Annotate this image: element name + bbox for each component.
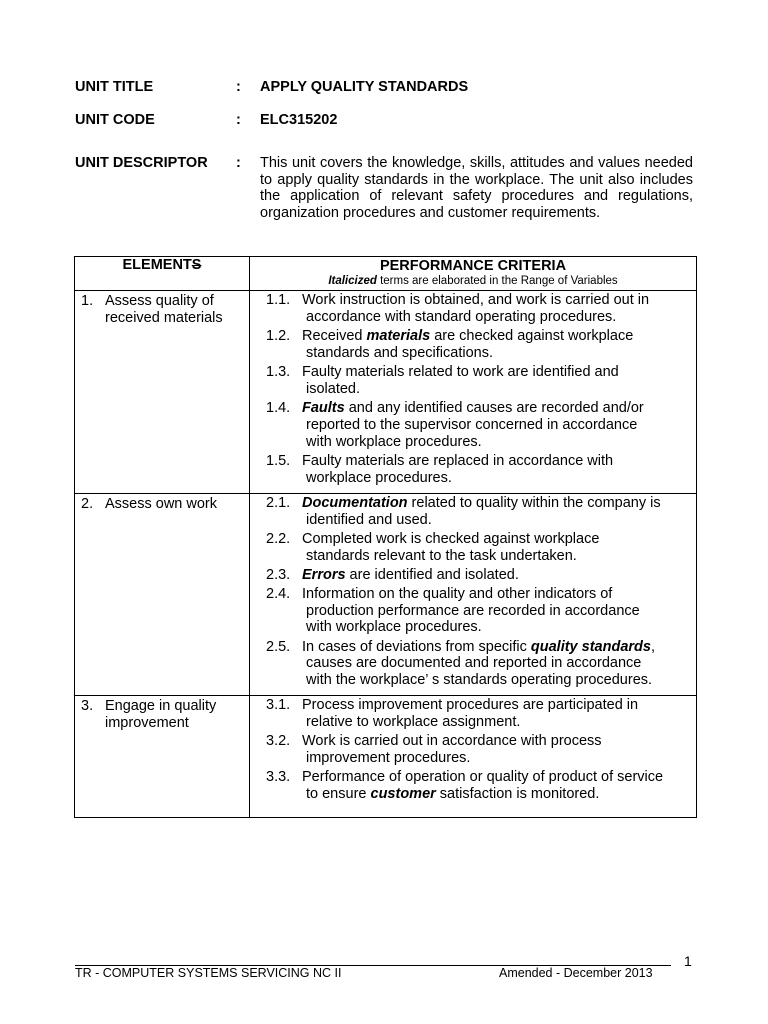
criterion-number: 3.2. [266, 733, 291, 750]
criterion-keyword: materials [366, 327, 431, 344]
footer-left-text: TR - COMPUTER SYSTEMS SERVICING NC II [75, 966, 342, 980]
criterion-line-2 [302, 786, 690, 803]
criterion-number: 1.3. [266, 363, 291, 380]
elements-header-text: ELEMENTS [122, 257, 202, 273]
unit-code-value: ELC315202 [260, 112, 338, 128]
table-row [75, 696, 697, 818]
criterion-text [302, 292, 690, 326]
criterion-keyword: Faults [302, 399, 345, 416]
criteria-cell [250, 493, 697, 696]
criterion-text-start: Work instruction is obtained, and work is carried out in [302, 292, 650, 308]
criterion-item [266, 531, 690, 565]
element-number: 2. [81, 495, 94, 512]
criterion-text-start: Faulty materials related to work are identified and [302, 363, 619, 380]
criterion-line-2-start: to ensure [306, 786, 371, 803]
criterion-item [266, 453, 690, 487]
criterion-text [302, 697, 690, 731]
criterion-number: 3.3. [266, 769, 291, 786]
footer-right-text: Amended - December 2013 [499, 966, 653, 980]
element-cell [75, 493, 250, 696]
criterion-item [266, 733, 690, 767]
criterion-text-end: are checked against workplace [430, 327, 634, 344]
criterion-keyword: Documentation [302, 494, 408, 511]
criterion-number: 1.1. [266, 292, 291, 308]
criterion-text [302, 733, 690, 767]
criteria-header-title: PERFORMANCE CRITERIA [379, 258, 567, 274]
criterion-keyword: Errors [302, 566, 346, 583]
unit-code-label: UNIT CODE [75, 112, 155, 128]
table-header-row [75, 257, 697, 291]
criterion-line-2: isolated. [306, 380, 361, 397]
page-number: 1 [684, 953, 692, 969]
criterion-text [302, 769, 690, 803]
unit-descriptor-colon: : [236, 155, 241, 171]
criterion-line-2: production performance are recorded in accordance [306, 602, 640, 619]
criterion-text-start: Faulty materials are replaced in accordance with [302, 452, 614, 469]
element-number: 1. [81, 293, 94, 309]
criterion-text [302, 567, 690, 584]
criterion-item [266, 292, 690, 326]
criterion-line-3: with workplace procedures. [306, 619, 482, 636]
criterion-line-2: identified and used. [306, 511, 432, 528]
criterion-text-start: Received [302, 327, 367, 344]
element-text: Assess quality of received materials [105, 293, 223, 326]
criterion-text [302, 586, 690, 636]
criterion-line-2: standards and specifications. [306, 344, 493, 361]
element-number: 3. [81, 698, 94, 715]
table-row [75, 291, 697, 494]
criteria-header [250, 257, 697, 291]
criterion-number: 1.4. [266, 399, 291, 416]
criterion-text-start: In cases of deviations from specific [302, 638, 531, 655]
criterion-line-2: relative to workplace assignment. [306, 714, 521, 731]
criteria-note-italic: Italicized [328, 275, 377, 287]
unit-descriptor-text: This unit covers the knowledge, skills, attitudes and values needed to apply quality standards in the workplace. The unit also includes the application of relevant safety procedures and regulations, organization procedures and customer requirements. [260, 155, 693, 221]
criterion-text-start: Information on the quality and other indicators of [302, 585, 613, 602]
table-row [75, 493, 697, 696]
criterion-text-start: Work is carried out in accordance with process [302, 733, 602, 750]
unit-descriptor-label: UNIT DESCRIPTOR [75, 155, 208, 171]
criterion-line-2: accordance with standard operating procedures. [306, 308, 617, 325]
criterion-number: 2.1. [266, 494, 291, 511]
element-text: Assess own work [105, 495, 218, 512]
criterion-item [266, 400, 690, 450]
criterion-number: 1.2. [266, 327, 291, 344]
criterion-line-3: with workplace procedures. [306, 433, 482, 450]
elements-header-struck-letter: S [191, 257, 202, 273]
competency-table [74, 256, 697, 818]
criterion-text-end: are identified and isolated. [345, 566, 519, 583]
criterion-text-end: related to quality within the company is [407, 494, 661, 511]
unit-code-colon: : [236, 112, 241, 128]
element-item [81, 496, 245, 513]
criterion-line-3: with the workplace’ s standards operating procedures. [306, 672, 653, 689]
unit-title-label: UNIT TITLE [75, 79, 154, 95]
criterion-text [302, 639, 690, 689]
criterion-number: 3.1. [266, 697, 291, 714]
criterion-text [302, 495, 690, 529]
unit-title-value: APPLY QUALITY STANDARDS [260, 79, 469, 95]
criteria-header-note [250, 275, 696, 288]
criterion-text [302, 531, 690, 565]
criterion-keyword: quality standards [530, 638, 651, 655]
criteria-cell [250, 696, 697, 818]
element-item [81, 293, 245, 327]
criterion-item [266, 567, 690, 584]
element-cell [75, 291, 250, 494]
element-cell [75, 696, 250, 818]
criterion-number: 1.5. [266, 452, 291, 469]
criterion-text-start: Completed work is checked against workplace [302, 530, 600, 547]
criterion-line-2-keyword: customer [370, 786, 436, 803]
criterion-text [302, 400, 690, 450]
criterion-item [266, 328, 690, 362]
criterion-text-end: and any identified causes are recorded and/or [344, 399, 644, 416]
criterion-text-start: Performance of operation or quality of product of service [302, 769, 664, 786]
criterion-item [266, 495, 690, 529]
criterion-text [302, 453, 690, 487]
criterion-line-2-end: satisfaction is monitored. [435, 786, 600, 803]
criteria-cell [250, 291, 697, 494]
elements-header [75, 257, 250, 291]
criterion-text [302, 328, 690, 362]
criterion-line-2: reported to the supervisor concerned in accordance [306, 416, 638, 433]
criterion-number: 2.3. [266, 566, 291, 583]
criterion-item [266, 769, 690, 803]
criterion-number: 2.4. [266, 585, 291, 602]
criterion-item [266, 697, 690, 731]
criterion-line-2: improvement procedures. [306, 750, 471, 767]
criterion-text-end: , [650, 638, 655, 655]
criterion-item [266, 586, 690, 636]
criterion-item [266, 364, 690, 398]
criterion-text-start: Process improvement procedures are participated in [302, 697, 639, 714]
unit-title-colon: : [236, 79, 241, 95]
criterion-line-2: standards relevant to the task undertaken. [306, 547, 577, 564]
criterion-item [266, 639, 690, 689]
criterion-line-2: workplace procedures. [306, 469, 452, 486]
criterion-text [302, 364, 690, 398]
element-item [81, 698, 245, 732]
criterion-number: 2.5. [266, 638, 291, 655]
criterion-number: 2.2. [266, 530, 291, 547]
criterion-line-2: causes are documented and reported in accordance [306, 655, 642, 672]
element-text: Engage in quality improvement [105, 698, 217, 732]
criteria-note-rest: terms are elaborated in the Range of Variables [376, 275, 618, 287]
